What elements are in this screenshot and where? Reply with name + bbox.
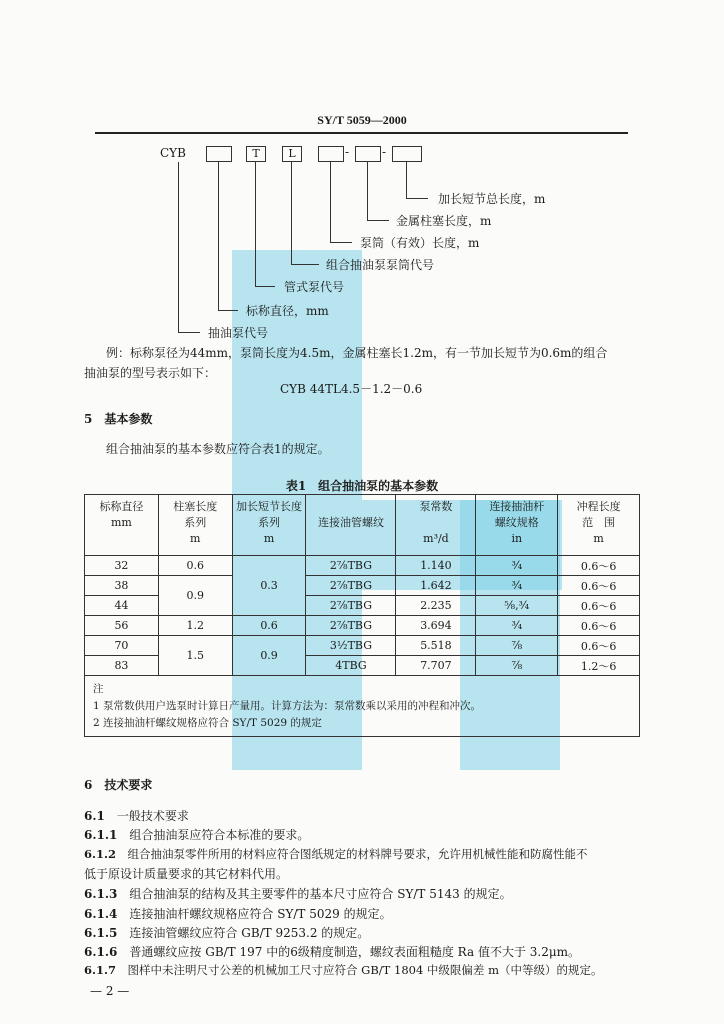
page-number: — 2 —: [90, 984, 130, 998]
box-diameter: [206, 146, 232, 162]
note-2: 2 连接抽油杆螺纹规格应符合 SY/T 5029 的规定: [93, 716, 322, 729]
table-row: 32 0.6 0.3 2⁷⁄₈TBG 1.140 ³⁄₄ 0.6～6: [85, 556, 640, 576]
req-item: 6.1.2 组合抽油泵零件所用的材料应符合图纸规定的材料牌号要求，允许用机械性能和防腐性能不: [84, 847, 588, 861]
req-item: 6.1.4 连接抽油杆螺纹规格应符合 SY/T 5029 的规定。: [84, 907, 392, 921]
designation-prefix: CYB: [160, 146, 186, 160]
label-barrel-code: 组合抽油泵泵筒代号: [326, 258, 435, 272]
example-line-1: 例：标称泵径为44mm，泵筒长度为4.5m，金属柱塞长1.2m，有一节加长短节为0.6m的组合: [106, 346, 608, 360]
table-row: 83 4TBG 7.707 ⁷⁄₈ 1.2～6: [85, 656, 640, 676]
col-header: 加长短节长度 系列 m: [232, 495, 306, 556]
box-t: T: [246, 146, 266, 162]
section-5-text: 组合抽油泵的基本参数应符合表1的规定。: [106, 442, 330, 456]
section-5-title: 5 基本参数: [84, 412, 153, 426]
parameter-table: [84, 494, 640, 737]
label-nominal-diameter: 标称直径，mm: [246, 304, 329, 318]
dash: -: [345, 145, 350, 159]
col-header: 泵常数 m³/d: [396, 495, 476, 556]
col-header: 标称直径 mm: [85, 495, 159, 556]
req-item: 6.1 一般技术要求: [84, 809, 189, 823]
label-extension-length: 加长短节总长度，m: [438, 192, 546, 206]
label-pump-code: 抽油泵代号: [208, 326, 269, 340]
dash: -: [382, 145, 387, 159]
req-item-cont: 低于原设计质量要求的其它材料代用。: [84, 867, 289, 881]
table-row: 44 2⁷⁄₈TBG 2.235 ⁵⁄₈,³⁄₄ 0.6～6: [85, 596, 640, 616]
label-plunger-length: 金属柱塞长度，m: [396, 214, 492, 228]
standard-code: SY/T 5059—2000: [317, 113, 407, 127]
box-barrel: [318, 146, 344, 162]
table-caption: 表1 组合抽油泵的基本参数: [285, 479, 439, 493]
label-barrel-length: 泵筒（有效）长度，m: [360, 236, 480, 250]
col-header: 连接油管螺纹: [306, 495, 396, 556]
example-line-2: 抽油泵的型号表示如下：: [84, 366, 217, 380]
section-6-title: 6 技术要求: [84, 778, 153, 792]
req-item: 6.1.3 组合抽油泵的结构及其主要零件的基本尺寸应符合 SY/T 5143 的规定。: [84, 887, 512, 901]
req-item: 6.1.7 图样中未注明尺寸公差的机械加工尺寸应符合 GB/T 1804 中级限偏差 m（中等级）的规定。: [84, 963, 603, 977]
header-rule: [95, 132, 628, 134]
note-1: 1 泵常数供用户选泵时计算日产量用。计算方法为：泵常数乘以采用的冲程和冲次。: [93, 699, 482, 712]
table-header-row: [85, 495, 640, 556]
note-title: 注: [93, 682, 104, 695]
col-header: 柱塞长度 系列 m: [158, 495, 232, 556]
col-header: 冲程长度 范 围 m: [558, 495, 640, 556]
table-row: 70 1.5 0.9 3¹⁄₂TBG 5.518 ⁷⁄₈ 0.6～6: [85, 636, 640, 656]
col-header: 连接抽油杆 螺纹规格 in: [476, 495, 558, 556]
example-model: CYB 44TL4.5－1.2－0.6: [280, 382, 423, 396]
box-extension: [392, 146, 422, 162]
label-tubing-pump-code: 管式泵代号: [284, 280, 345, 294]
req-item: 6.1.6 普通螺纹应按 GB/T 197 中的6级精度制造，螺纹表面粗糙度 Ra 值不大于 3.2μm。: [84, 945, 581, 959]
req-item: 6.1.1 组合抽油泵应符合本标准的要求。: [84, 828, 310, 842]
table-row: 56 1.2 0.6 2⁷⁄₈TBG 3.694 ³⁄₄ 0.6～6: [85, 616, 640, 636]
box-plunger: [355, 146, 381, 162]
req-item: 6.1.5 连接油管螺纹应符合 GB/T 9253.2 的规定。: [84, 926, 370, 940]
table-notes-row: [85, 676, 640, 737]
table-row: 38 0.9 2⁷⁄₈TBG 1.642 ³⁄₄ 0.6～6: [85, 576, 640, 596]
box-l: L: [282, 146, 302, 162]
